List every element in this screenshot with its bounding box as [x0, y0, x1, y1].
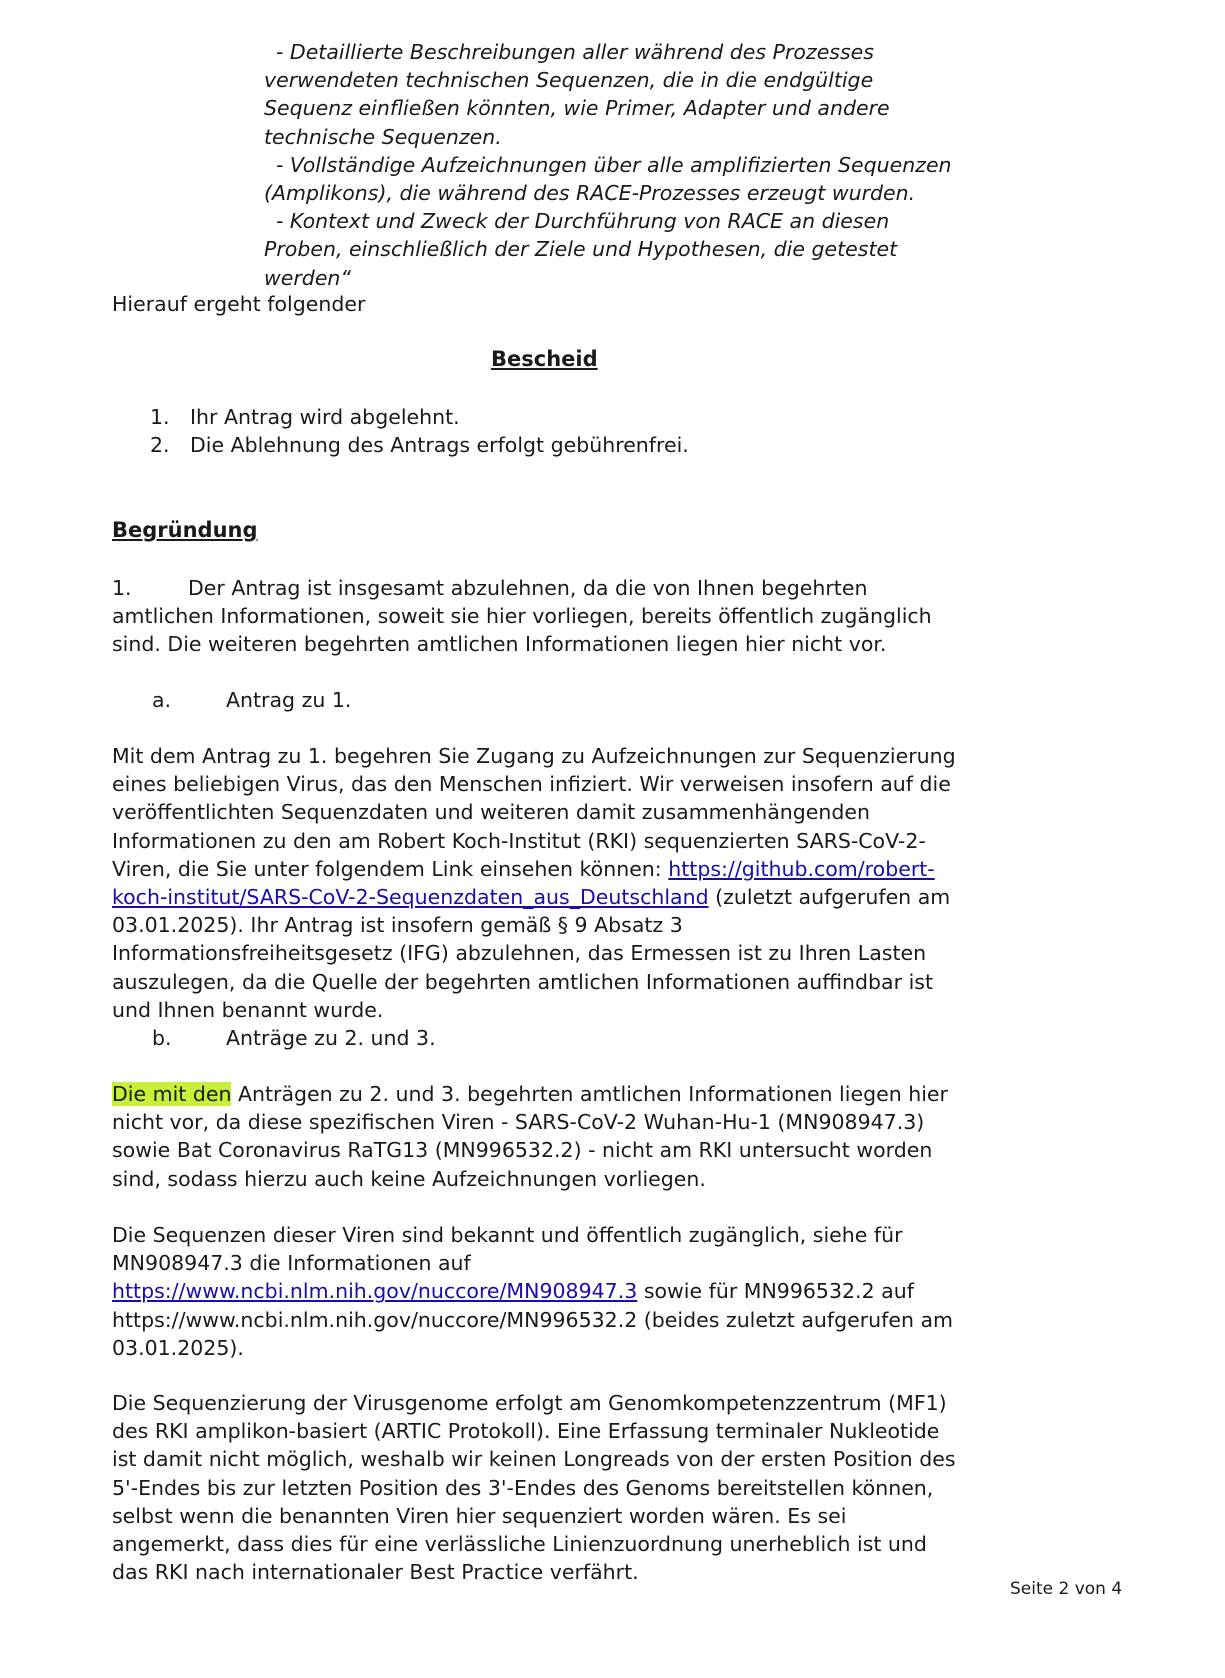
quote-bullet-2: - Vollständige Aufzeichnungen über alle amplifizierten Sequenzen (Amplikons), die während des RACE-Prozesses erzeugt wurden.	[264, 152, 952, 206]
quote-bullet-1: - Detaillierte Beschreibungen aller während des Prozesses verwendeten technischen Sequenzen, die in die endgültige Sequenz einfließen könnten, wie Primer, Adapter und andere technische Sequenzen.	[264, 40, 890, 149]
ncbi-link[interactable]: https://www.ncbi.nlm.nih.gov/nuccore/MN908947.3	[112, 1279, 638, 1304]
intro-line: Hierauf ergeht folgender	[112, 292, 366, 316]
highlighted-text: Die mit den	[112, 1082, 232, 1106]
decision-list	[150, 403, 850, 459]
page-number: Seite 2 von 4	[1010, 1579, 1123, 1599]
quote-bullet-3: - Kontext und Zweck der Durchführung von RACE an diesen Proben, einschließlich der Ziele und Hypothesen, die getestet werden“	[264, 209, 898, 290]
subheading-b: b. Anträge zu 2. und 3.	[152, 1026, 436, 1050]
paragraph-b: Die mit den Anträgen zu 2. und 3. begehrten amtlichen Informationen liegen hier nicht vor, da diese spezifischen Viren - SARS-CoV-2 Wuhan-Hu-1 (MN908947.3) sowie Bat Coronavirus RaTG13 (MN996532.2) - nicht am RKI untersucht worden sind, sodass hierzu auch keine Aufzeichnungen vorliegen.	[112, 1082, 948, 1191]
decision-item: 2. Die Ablehnung des Antrags erfolgt gebührenfrei.	[150, 433, 689, 458]
decision-heading: Bescheid	[491, 347, 598, 371]
github-link[interactable]: https://github.com/robert-koch-institut/SARS-CoV-2-Sequenzdaten_aus_Deutschland	[112, 856, 935, 910]
paragraph-c: Die Sequenzen dieser Viren sind bekannt und öffentlich zugänglich, siehe für MN908947.3 die Informationen auf https://www.ncbi.nlm.nih.gov/nuccore/MN908947.3 sowie für MN996532.2 auf https://www.ncbi.nlm.nih.gov/nuccore/MN996532.2 (beides zuletzt aufgerufen am 03.01.2025).	[112, 1223, 954, 1360]
reasoning-heading: Begründung	[112, 518, 258, 542]
quoted-request-block	[264, 38, 964, 292]
reasoning-paragraph-1: 1. Der Antrag ist insgesamt abzulehnen, da die von Ihnen begehrten amtlichen Informationen, soweit sie hier vorliegen, bereits öffentlich zugänglich sind. Die weiteren begehrten amtlichen Informationen liegen hier nicht vor.	[112, 576, 932, 657]
subheading-a: a. Antrag zu 1.	[152, 688, 352, 712]
paragraph-a: Mit dem Antrag zu 1. begehren Sie Zugang zu Aufzeichnungen zur Sequenzierung eines beliebigen Virus, das den Menschen infiziert. Wir verweisen insofern auf die veröffentlichten Sequenzdaten und weiteren damit zusammenhängenden Informationen zu den am Robert Koch-Institut (RKI) sequenzierten SARS-CoV-2-Viren, die Sie unter folgendem Link einsehen können: https://github.com/robert-koch-institut/SARS-CoV-2-Sequenzdaten_aus_Deutschland (zuletzt aufgerufen am 03.01.2025). Ihr Antrag ist insofern gemäß § 9 Absatz 3 Informationsfreiheitsgesetz (IFG) abzulehnen, das Ermessen ist zu Ihren Lasten auszulegen, da die Quelle der begehrten amtlichen Informationen auffindbar ist und Ihnen benannt wurde.	[112, 744, 956, 1022]
paragraph-d: Die Sequenzierung der Virusgenome erfolgt am Genomkompetenzzentrum (MF1) des RKI amplikon-basiert (ARTIC Protokoll). Eine Erfassung terminaler Nukleotide ist damit nicht möglich, weshalb wir keinen Longreads von der ersten Position des 5'-Endes bis zur letzten Position des 3'-Endes des Genoms bereitstellen können, selbst wenn die benannten Viren hier sequenziert worden wären. Es sei angemerkt, dass dies für eine verlässliche Linienzuordnung unerheblich ist und das RKI nach internationaler Best Practice verfährt.	[112, 1391, 956, 1585]
decision-item: 1. Ihr Antrag wird abgelehnt.	[150, 405, 460, 429]
